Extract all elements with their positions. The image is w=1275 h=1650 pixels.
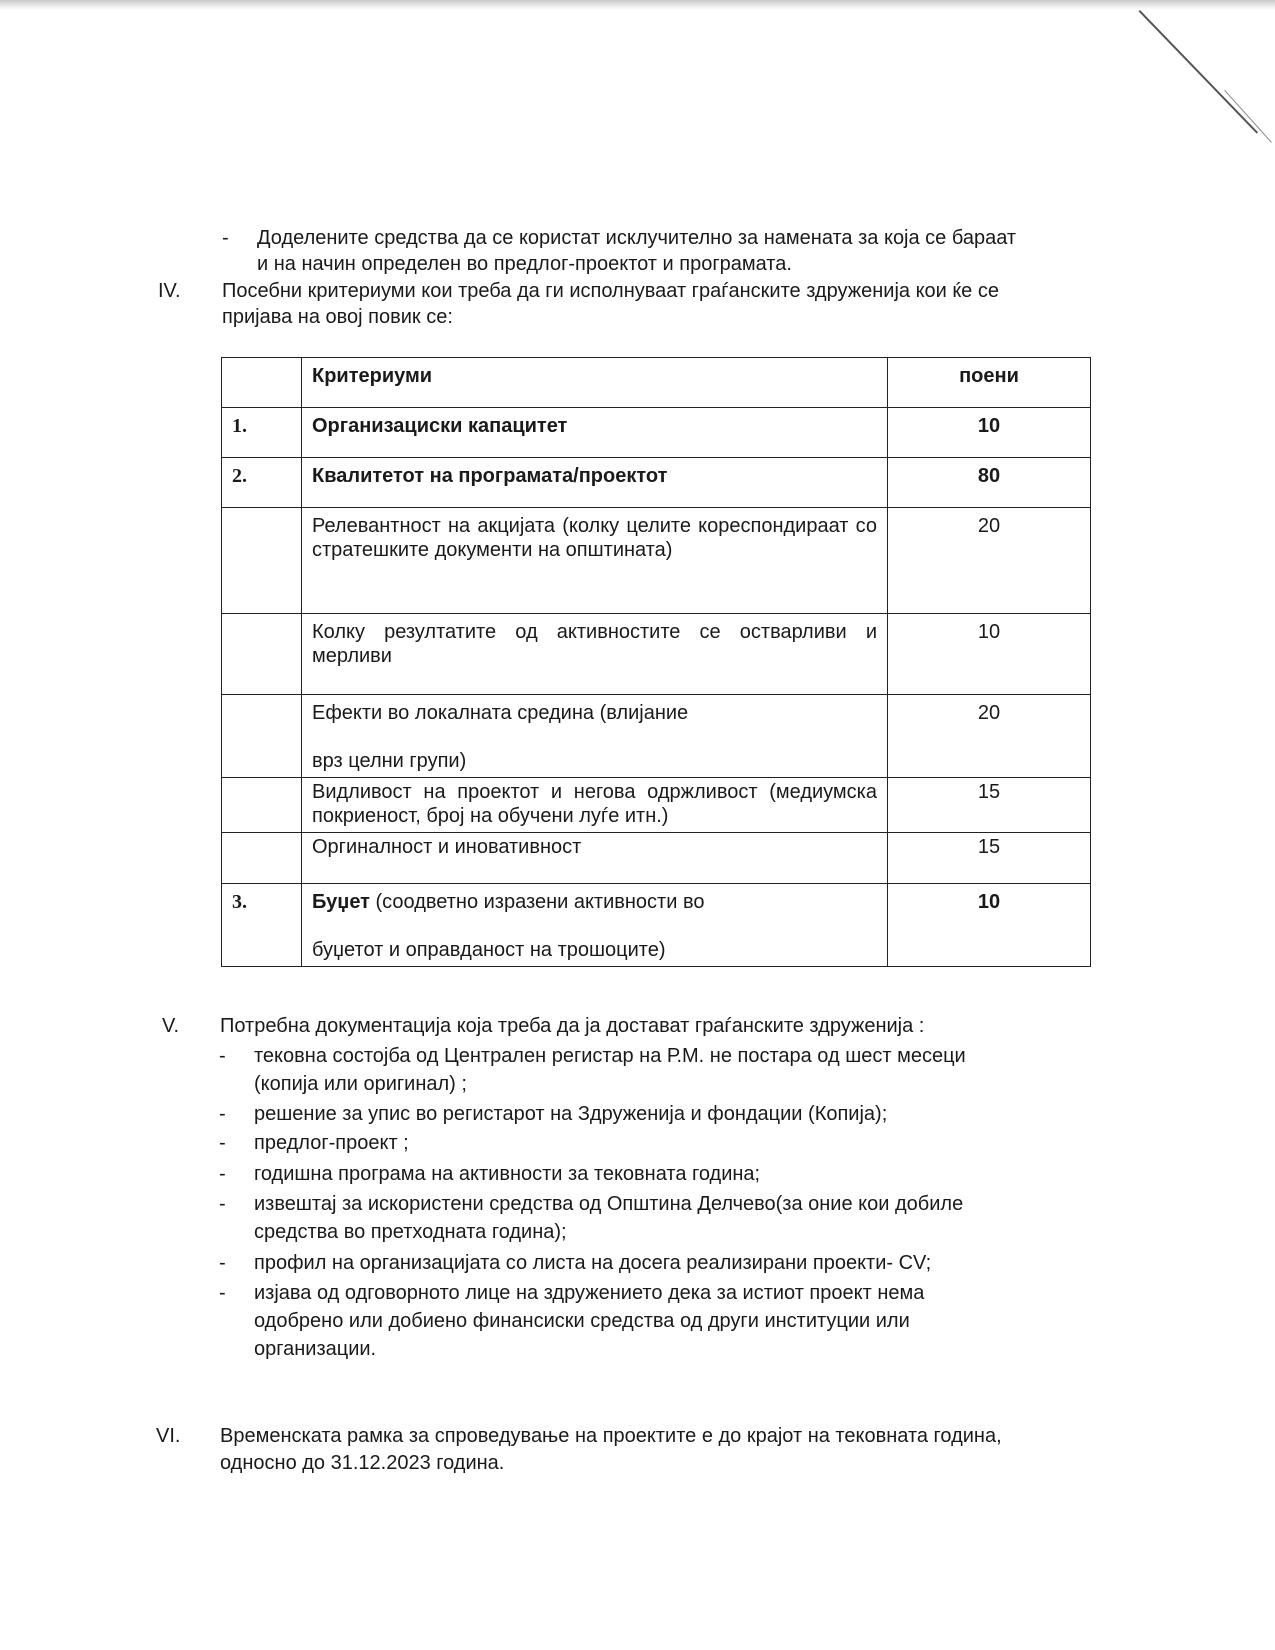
header-points: поени <box>888 358 1091 408</box>
top-bullet-line1: Доделените средства да се користат исклучително за намената за која се бараат <box>257 227 1017 249</box>
bullet-dash: - <box>219 1163 226 1185</box>
bullet-dash: - <box>219 1282 226 1304</box>
row-criterion-bold: Буџет <box>312 891 370 913</box>
doc-item-line: годишна програма на активности за тековната година; <box>254 1163 761 1185</box>
table-row <box>222 884 1091 967</box>
row-number <box>222 695 302 778</box>
row-criterion <box>302 884 888 967</box>
row-points: 80 <box>888 458 1091 508</box>
row-criterion-line1: (соодветно изразени активности во <box>369 891 705 913</box>
doc-item-line: одобрено или добиено финансиски средства од други институции или <box>254 1310 910 1332</box>
row-number <box>222 508 302 614</box>
bullet-dash: - <box>219 1103 226 1125</box>
section-v-intro: Потребна документација која треба да ја достават граѓанските здруженија : <box>220 1015 925 1037</box>
table-row <box>222 695 1091 778</box>
doc-item-line: предлог-проект ; <box>254 1132 409 1154</box>
row-points: 10 <box>888 614 1091 695</box>
bullet-dash: - <box>219 1193 226 1215</box>
row-criterion: Оргиналност и иновативност <box>302 833 888 884</box>
doc-item-line: извештај за искористени средства од Општина Делчево(за оние кои добиле <box>254 1193 964 1215</box>
doc-item-line: изјава од одговорното лице на здружението дека за истиот проект нема <box>254 1282 925 1304</box>
top-bullet-line2: и на начин определен во предлог-проектот и програмата. <box>257 253 792 275</box>
row-criterion-line2: врз целни групи) <box>312 750 467 772</box>
header-num-cell <box>222 358 302 408</box>
section-vi-line2: односно до 31.12.2023 година. <box>220 1452 505 1474</box>
table-row <box>222 833 1091 884</box>
row-criterion-line1: Ефекти во локалната средина (влијание <box>312 702 689 724</box>
table-row <box>222 408 1091 458</box>
table-row <box>222 458 1091 508</box>
scan-top-edge <box>0 0 1275 10</box>
row-points: 15 <box>888 833 1091 884</box>
table-row <box>222 508 1091 614</box>
doc-item-line: решение за упис во регистарот на Здруженија и фондации (Копија); <box>254 1103 888 1125</box>
section-vi-line1: Временската рамка за спроведување на проектите е до крајот на тековната година, <box>220 1425 1002 1447</box>
bullet-dash: - <box>219 1252 226 1274</box>
criteria-table <box>221 357 1091 967</box>
row-criterion <box>302 695 888 778</box>
doc-item-line: организации. <box>254 1338 377 1360</box>
row-number <box>222 614 302 695</box>
section-v-numeral: V. <box>162 1015 180 1037</box>
row-points: 10 <box>888 408 1091 458</box>
table-header-row <box>222 358 1091 408</box>
row-number <box>222 778 302 833</box>
bullet-dash: - <box>219 1132 226 1154</box>
bullet-dash: - <box>222 227 229 249</box>
doc-item-line: тековна состојба од Централен регистар на Р.М. не постара од шест месеци <box>254 1045 966 1067</box>
row-number: 2. <box>222 458 302 508</box>
row-number: 3. <box>222 884 302 967</box>
section-iv-line2: пријава на овој повик се: <box>222 306 453 328</box>
scan-fold-line-secondary <box>1224 90 1272 143</box>
doc-item-line: средства во претходната година); <box>254 1221 567 1243</box>
row-number: 1. <box>222 408 302 458</box>
row-criterion: Квалитетот на програмата/проектот <box>302 458 888 508</box>
section-iv-line1: Посебни критериуми кои треба да ги исполнуваат граѓанските здруженија кои ќе се <box>222 280 999 302</box>
table-row <box>222 778 1091 833</box>
header-criteria: Критериуми <box>302 358 888 408</box>
row-criterion: Видливост на проектот и негова одржливост (медиумска покриеност, број на обучени луѓе итн.) <box>302 778 888 833</box>
table-row <box>222 614 1091 695</box>
row-criterion: Колку резултатите од активностите се остварливи и мерливи <box>302 614 888 695</box>
bullet-dash: - <box>219 1045 226 1067</box>
row-criterion: Релевантност на акцијата (колку целите кореспондираат со стратешките документи на општината) <box>302 508 888 614</box>
row-number <box>222 833 302 884</box>
section-vi-numeral: VI. <box>156 1425 181 1447</box>
doc-item-line: профил на организацијата со листа на досега реализирани проекти- CV; <box>254 1252 932 1274</box>
row-points: 15 <box>888 778 1091 833</box>
doc-item-line: (копија или оригинал) ; <box>254 1073 467 1095</box>
row-criterion: Организациски капацитет <box>302 408 888 458</box>
row-points: 20 <box>888 695 1091 778</box>
scan-fold-line <box>1139 10 1259 134</box>
section-iv-numeral: IV. <box>158 280 181 302</box>
row-points: 10 <box>888 884 1091 967</box>
row-points: 20 <box>888 508 1091 614</box>
row-criterion-line2: буџетот и оправданост на трошоците) <box>312 939 666 961</box>
